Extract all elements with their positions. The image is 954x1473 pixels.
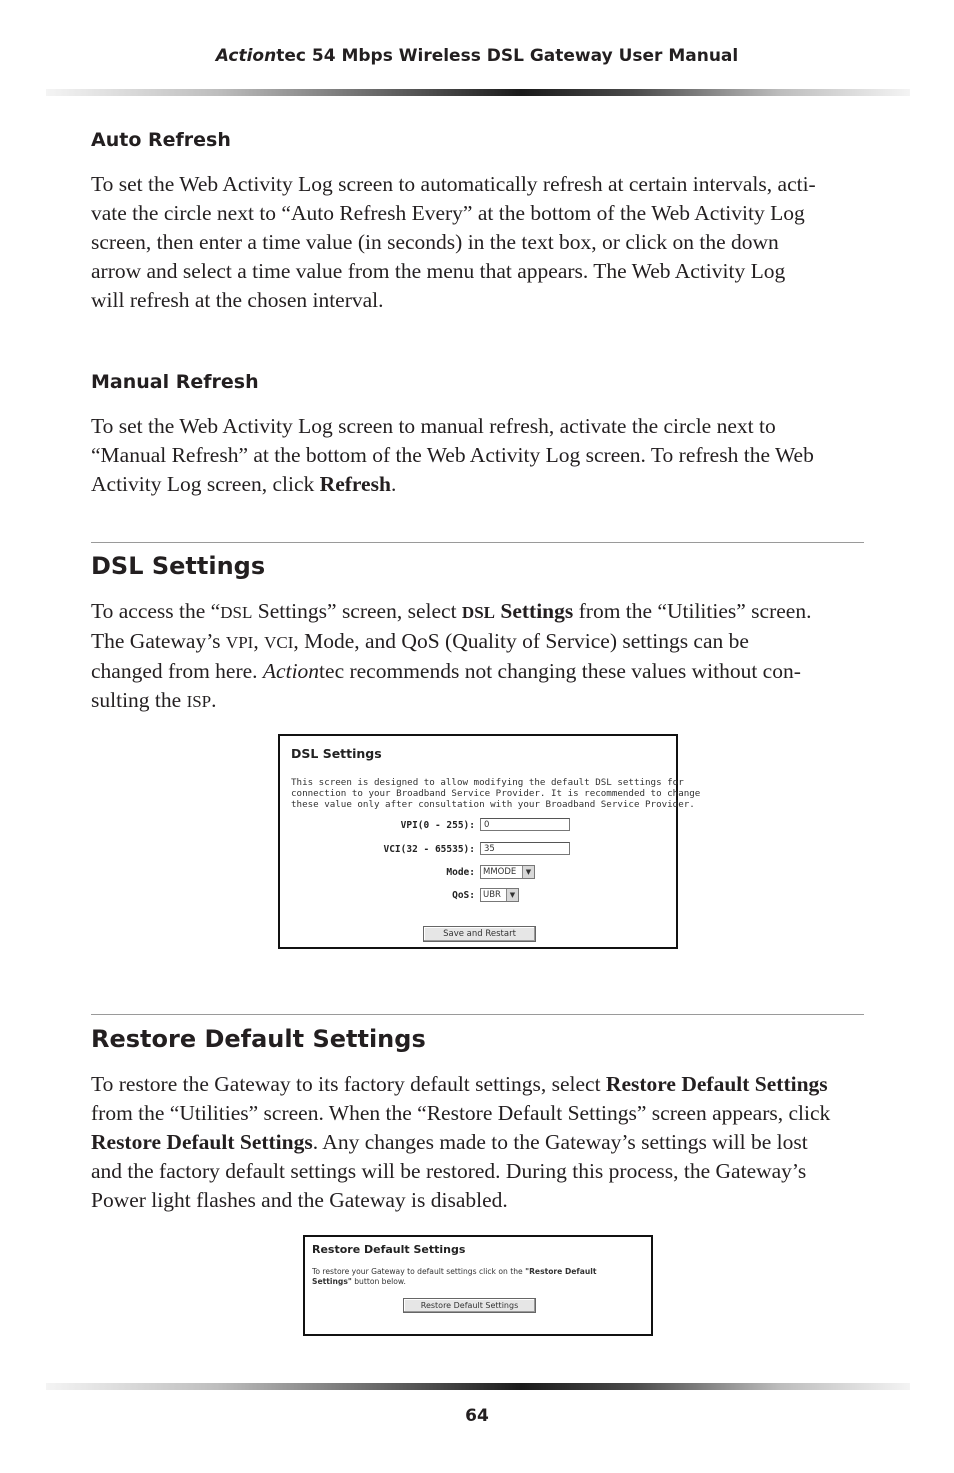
qos-label: QoS:: [452, 890, 475, 901]
text-run: DSL: [461, 603, 495, 622]
page-number: 64: [465, 1406, 489, 1426]
restore-default-settings-button[interactable]: Restore Default Settings: [403, 1298, 536, 1313]
brand-italic: Action: [262, 659, 320, 683]
vpi-label: VPI(0 - 255):: [400, 820, 475, 831]
text-run: Settings: [495, 599, 574, 623]
dsl-settings-heading: DSL Settings: [91, 552, 266, 580]
restore-screenshot-desc: [312, 1267, 597, 1286]
text-run: , Mode, and QoS (Quality of Service) settings can be: [293, 629, 749, 653]
restore-heading: Restore Default Settings: [91, 1025, 426, 1053]
dsl-settings-term: [462, 599, 573, 623]
text-run: DSL: [220, 603, 253, 622]
manual-refresh-heading: Manual Refresh: [91, 371, 259, 393]
auto-refresh-heading: Auto Refresh: [91, 129, 231, 151]
dsl-line: [91, 686, 871, 716]
chevron-down-icon[interactable]: ▼: [522, 866, 534, 878]
mode-value: MMODE: [483, 867, 517, 877]
auto-refresh-line: vate the circle next to “Auto Refresh Every” at the bottom of the Web Activity Log: [91, 201, 805, 225]
dsl-screenshot-desc: [291, 777, 700, 810]
desc-line: [312, 1267, 597, 1277]
manual-refresh-line: [91, 470, 871, 499]
refresh-term: Refresh: [319, 472, 391, 496]
section-divider: [91, 542, 864, 543]
save-and-restart-button[interactable]: Save and Restart: [423, 926, 536, 942]
text-run: "Restore Default: [525, 1267, 597, 1276]
manual-refresh-line: “Manual Refresh” at the bottom of the Web Activity Log screen. To refresh the Web: [91, 443, 814, 467]
dsl-screenshot-title: DSL Settings: [291, 746, 382, 761]
vci-label: VCI(32 - 65535):: [383, 844, 475, 855]
section-divider: [91, 1014, 864, 1015]
restore-line: [91, 1128, 871, 1157]
auto-refresh-paragraph: [91, 170, 871, 315]
desc-line: these value only after consultation with your Broadband Service Provider.: [291, 799, 695, 810]
text-run: ISP: [186, 692, 212, 711]
text-run: To restore your Gateway to default settings click on the: [312, 1267, 526, 1276]
text-run: .: [390, 472, 397, 496]
restore-line: Power light flashes and the Gateway is disabled.: [91, 1188, 508, 1212]
restore-term: Restore Default Settings: [91, 1130, 313, 1154]
vci-input[interactable]: 35: [480, 842, 570, 855]
dsl-line: [91, 597, 871, 627]
dsl-settings-screenshot: [278, 734, 701, 949]
auto-refresh-line: To set the Web Activity Log screen to automatically refresh at certain intervals, acti-: [91, 172, 816, 196]
text-run: sulting the: [91, 688, 187, 712]
text-run: VPI: [225, 633, 254, 652]
dsl-settings-paragraph: [91, 597, 871, 716]
restore-default-screenshot: [303, 1235, 653, 1336]
auto-refresh-line: screen, then enter a time value (in seconds) in the text box, or click on the down: [91, 230, 779, 254]
vpi-input[interactable]: 0: [480, 818, 570, 831]
text-run: . Any changes made to the Gateway’s settings will be lost: [312, 1130, 808, 1154]
text-run: tec recommends not changing these values without con-: [319, 659, 801, 683]
text-run: ,: [253, 629, 265, 653]
text-run: from the “Utilities” screen.: [573, 599, 812, 623]
text-run: Activity Log screen, click: [91, 472, 320, 496]
text-run: button below.: [351, 1276, 406, 1286]
restore-screenshot-title: Restore Default Settings: [312, 1243, 466, 1256]
mode-label: Mode:: [446, 867, 475, 878]
manual-refresh-line: To set the Web Activity Log screen to manual refresh, activate the circle next to: [91, 414, 776, 438]
auto-refresh-line: arrow and select a time value from the menu that appears. The Web Activity Log: [91, 259, 786, 283]
qos-value: UBR: [483, 890, 501, 900]
text-run: Settings” screen, select: [252, 599, 462, 623]
page-header-title: [0, 46, 954, 66]
text-run: Settings": [312, 1276, 352, 1286]
restore-term: Restore Default Settings: [605, 1072, 828, 1096]
dsl-line: [91, 627, 871, 657]
dsl-line: [91, 657, 871, 686]
chevron-down-icon[interactable]: ▼: [506, 889, 518, 901]
auto-refresh-line: will refresh at the chosen interval.: [91, 288, 384, 312]
qos-select[interactable]: [480, 888, 519, 902]
text-run: .: [211, 688, 217, 712]
header-title-rest: tec 54 Mbps Wireless DSL Gateway User Manual: [276, 46, 739, 66]
header-brand-italic: Action: [215, 46, 277, 66]
mode-select[interactable]: [480, 865, 535, 879]
restore-line: [91, 1070, 871, 1099]
restore-paragraph: [91, 1070, 871, 1215]
footer-rule: [46, 1383, 910, 1390]
desc-line: This screen is designed to allow modifying the default DSL settings for: [291, 777, 684, 788]
text-run: VCI: [264, 633, 294, 652]
text-run: To access the “: [91, 599, 221, 623]
header-rule: [46, 89, 910, 96]
desc-line: connection to your Broadband Service Provider. It is recommended to change: [291, 788, 701, 799]
text-run: To restore the Gateway to its factory default settings, select: [91, 1072, 606, 1096]
restore-line: from the “Utilities” screen. When the “Restore Default Settings” screen appears, click: [91, 1101, 831, 1125]
text-run: changed from here.: [91, 659, 263, 683]
text-run: The Gateway’s: [91, 629, 226, 653]
desc-line: [312, 1277, 597, 1287]
restore-line: and the factory default settings will be restored. During this process, the Gateway’s: [91, 1159, 807, 1183]
manual-refresh-paragraph: [91, 412, 871, 499]
